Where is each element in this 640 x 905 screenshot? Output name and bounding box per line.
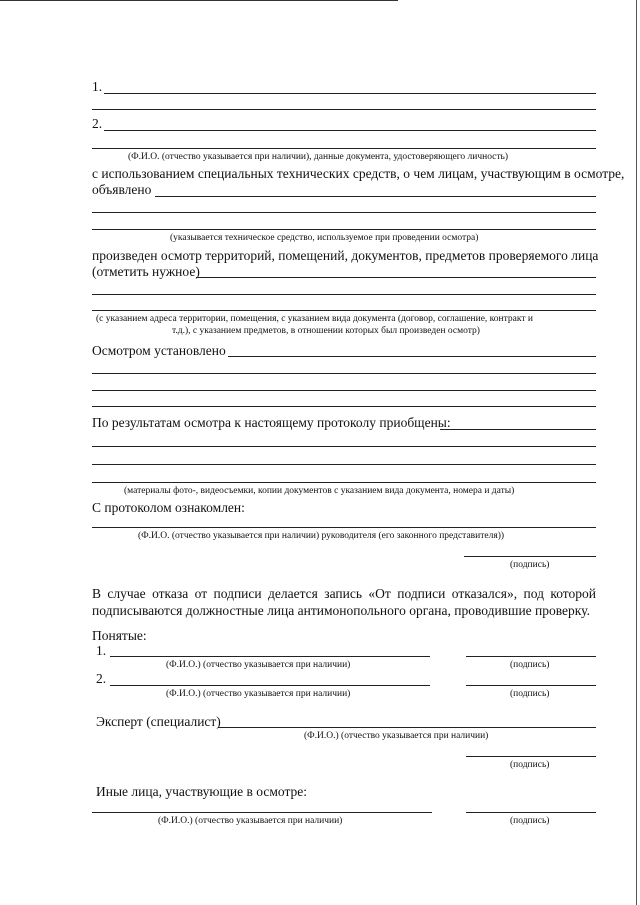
- item-number-1: 1.: [92, 79, 103, 94]
- caption-signature-witness-1: (подпись): [510, 660, 550, 670]
- witnesses-label: Понятые:: [92, 628, 147, 643]
- witness-number-1: 1.: [96, 643, 107, 658]
- page-top-border: [0, 0, 398, 1]
- field-line[interactable]: [92, 446, 596, 447]
- field-line[interactable]: [92, 109, 596, 110]
- field-line[interactable]: [92, 310, 596, 311]
- caption-signature-witness-2: (подпись): [510, 689, 550, 699]
- caption-fio-head: (Ф.И.О. (отчество указывается при наличии) руководителя (его законного представителя)): [138, 531, 505, 541]
- acquainted-label: С протоколом ознакомлен:: [92, 500, 245, 515]
- field-line[interactable]: [92, 390, 596, 391]
- field-line[interactable]: [92, 482, 596, 483]
- field-line-item-1[interactable]: [104, 93, 596, 94]
- caption-signature-others: (подпись): [510, 816, 550, 826]
- witness-number-2: 2.: [96, 671, 107, 686]
- expert-signature-line[interactable]: [466, 756, 596, 757]
- caption-address-line1: (с указанием адреса территории, помещения, с указанием вида документа (договор, соглашение, контракт и: [96, 314, 533, 324]
- signature-line-head[interactable]: [464, 556, 596, 557]
- caption-technical-means: (указывается техническое средство, используемое при проведении осмотра): [170, 233, 479, 243]
- attached-label: По результатам осмотра к настоящему протоколу приобщены:: [92, 415, 451, 430]
- witness-2-signature-line[interactable]: [466, 685, 596, 686]
- caption-fio-witness-2: (Ф.И.О.) (отчество указывается при наличии): [166, 689, 351, 699]
- field-line[interactable]: [92, 373, 596, 374]
- others-signature-line[interactable]: [466, 812, 596, 813]
- caption-address-line2: т.д.), с указанием предметов, в отношении которых был произведен осмотр): [172, 326, 480, 336]
- field-line-attached[interactable]: [440, 429, 596, 430]
- caption-signature-expert: (подпись): [510, 760, 550, 770]
- others-label: Иные лица, участвующие в осмотре:: [96, 784, 307, 799]
- refusal-note: В случае отказа от подписи делается запись «От подписи отказался», под которой подписываются должностные лица антимонопольного органа, проводившие проверку.: [92, 586, 596, 618]
- page-right-border: [636, 0, 637, 905]
- field-line-head-name[interactable]: [92, 527, 596, 528]
- witness-2-name-line[interactable]: [110, 685, 430, 686]
- field-line-announced[interactable]: [155, 196, 596, 197]
- announced-label: объявлено: [92, 182, 152, 197]
- caption-materials: (материалы фото-, видеосъемки, копии документов с указанием вида документа, номера и даты): [124, 486, 515, 496]
- caption-fio-others: (Ф.И.О.) (отчество указывается при наличии): [158, 816, 343, 826]
- field-line-item-2[interactable]: [104, 130, 596, 131]
- field-line[interactable]: [92, 406, 596, 407]
- caption-fio-document: (Ф.И.О. (отчество указывается при наличии), данные документа, удостоверяющего личность): [128, 152, 509, 162]
- expert-label: Эксперт (специалист): [96, 714, 221, 729]
- witness-1-signature-line[interactable]: [466, 656, 596, 657]
- caption-fio-witness-1: (Ф.И.О.) (отчество указывается при наличии): [166, 660, 351, 670]
- expert-name-line[interactable]: [218, 727, 596, 728]
- field-line[interactable]: [92, 294, 596, 295]
- others-name-line[interactable]: [92, 812, 432, 813]
- caption-fio-expert: (Ф.И.О.) (отчество указывается при наличии): [304, 731, 489, 741]
- mark-needed-label: (отметить нужное): [92, 264, 200, 279]
- field-line-established[interactable]: [228, 356, 596, 357]
- field-line[interactable]: [92, 212, 596, 213]
- caption-signature-head: (подпись): [510, 560, 550, 570]
- inspection-text: произведен осмотр территорий, помещений, документов, предметов проверяемого лица: [92, 248, 599, 263]
- established-label: Осмотром установлено: [92, 343, 226, 358]
- field-line[interactable]: [92, 148, 596, 149]
- item-number-2: 2.: [92, 116, 103, 131]
- field-line[interactable]: [92, 464, 596, 465]
- field-line[interactable]: [92, 229, 596, 230]
- witness-1-name-line[interactable]: [110, 656, 430, 657]
- field-line-inspection[interactable]: [196, 277, 596, 278]
- technical-means-text: с использованием специальных технических средств, о чем лицам, участвующим в осмотре,: [92, 166, 625, 181]
